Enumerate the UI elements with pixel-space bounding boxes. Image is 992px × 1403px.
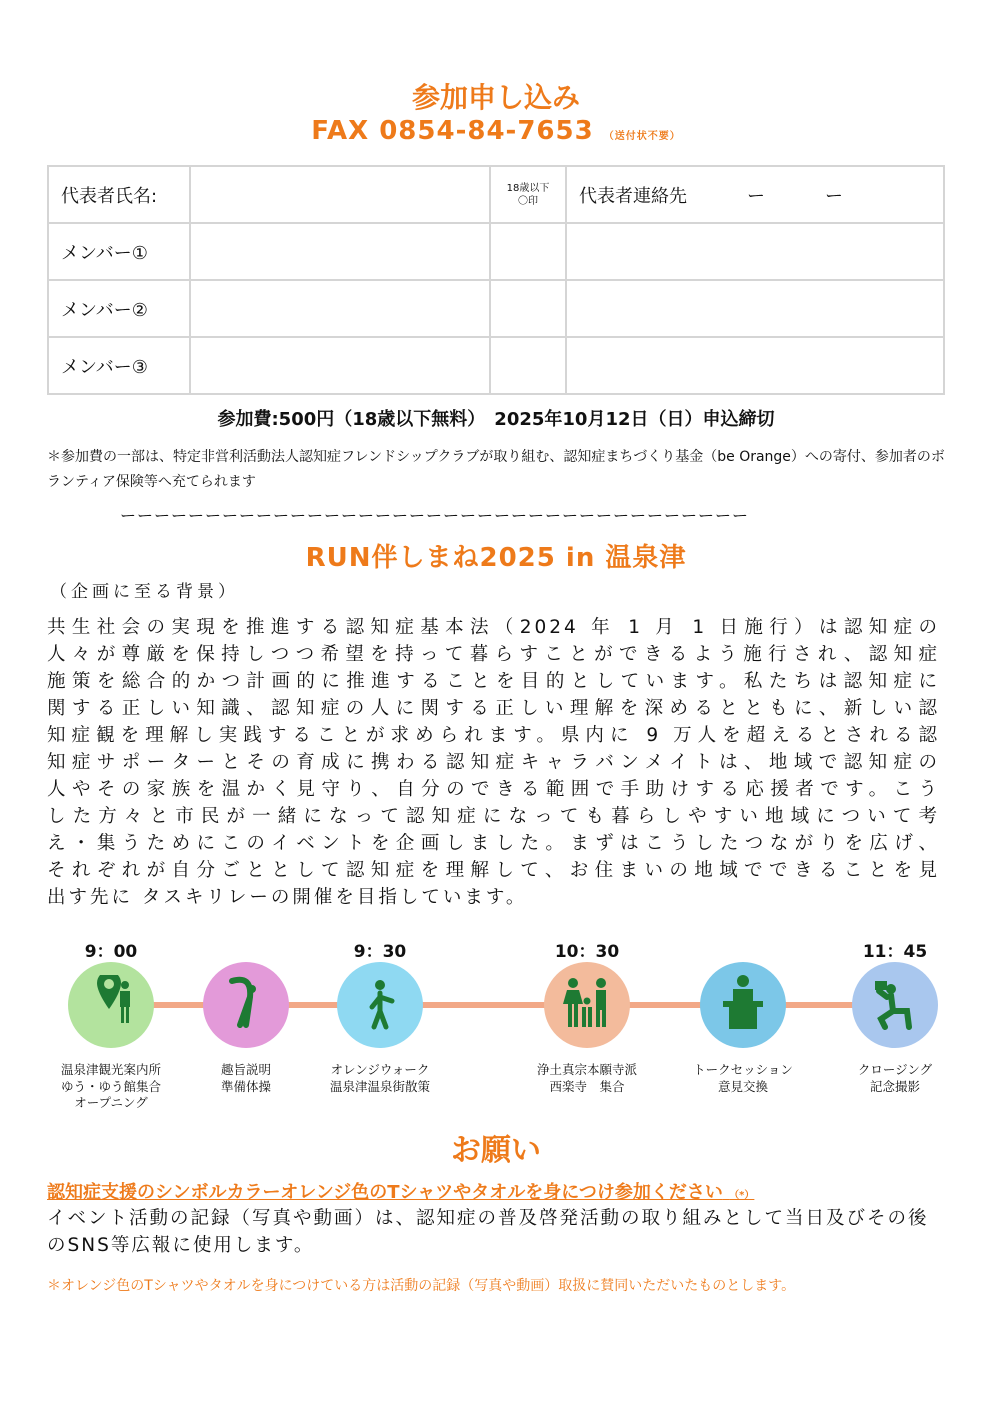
body-line: 知症観を理解し実践することが求められます。県内に 9 万人を超えるとされる認: [47, 725, 940, 746]
table-row: [48, 166, 944, 223]
step-time: 10：30: [554, 942, 620, 962]
table-row: [48, 280, 944, 337]
body-line: 人々が尊厳を保持しつつ希望を持って暮らすことができるよう施行され、認知症: [47, 644, 940, 665]
body-line: え・集うためにこのイベントを企画しました。まずはこうしたつながりを広げ、: [47, 833, 940, 854]
timeline-step: [512, 937, 662, 1095]
timeline-step: [36, 937, 186, 1112]
body-line: 知症サポーターとその育成に携わる認知症キャラバンメイトは、地域で認知症の: [47, 752, 940, 773]
request-line-text: 認知症支援のシンボルカラーオレンジ色のTシャツやタオルを身につけ参加ください: [47, 1182, 723, 1203]
timeline-step: [305, 937, 455, 1095]
member-label: メンバー③: [48, 337, 190, 394]
request-body: イベント活動の記録（写真や動画）は、認知症の普及啓発活動の取り組みとして当日及びその後のSNS等広報に使用します。: [47, 1208, 929, 1256]
member-name-field[interactable]: [190, 337, 490, 394]
member-contact-field[interactable]: [566, 223, 944, 280]
step-time: [171, 937, 321, 959]
body-line: それぞれが自分ごととして認知症を理解して、お住まいの地域でできることを見: [47, 860, 940, 881]
step-time: 9：00: [84, 942, 138, 962]
fee-note: ＊参加費の一部は、特定非営利活動法人認知症フレンドシップクラブが取り組む、認知症まちづくり基金（be Orange）への寄付、参加者のボランティア保険等へ充てられます: [47, 449, 945, 490]
step-label: 温泉津観光案内所 ゆう・ゆう館集合 オープニング: [60, 1062, 161, 1110]
timeline-step: [171, 937, 321, 1095]
step-time: 9：30: [353, 942, 407, 962]
application-form-table: [47, 165, 945, 395]
age-check-header: [490, 166, 566, 223]
background-heading: （企画に至る背景）: [50, 582, 239, 602]
body-line: した方々と市民が一緒になって認知症になっても暮らしやすい地域について考: [47, 806, 940, 827]
member-age-field[interactable]: [490, 337, 566, 394]
table-row: [48, 223, 944, 280]
member-contact-field[interactable]: [566, 280, 944, 337]
member-contact-field[interactable]: [566, 337, 944, 394]
member-label: メンバー②: [48, 280, 190, 337]
walking-icon: [337, 962, 423, 1048]
map-pin-person-icon: [68, 962, 154, 1048]
member-label: メンバー①: [48, 223, 190, 280]
request-heading: お願い: [451, 1133, 541, 1168]
age-mark-label: 〇印: [518, 195, 538, 207]
timeline-step: [820, 937, 970, 1095]
step-label: 浄土真宗本願寺派 西楽寺 集合: [536, 1062, 637, 1094]
dash: ー: [747, 185, 765, 207]
member-name-field[interactable]: [190, 223, 490, 280]
request-mark: （*）: [729, 1190, 755, 1201]
fax-text: FAX 0854-84-7653: [311, 116, 594, 146]
rep-name-label: 代表者氏名:: [48, 166, 190, 223]
event-title: RUN伴しまね2025 in 温泉津: [305, 543, 687, 573]
body-line: 出す先に タスキリレーの開催を目指しています。: [47, 887, 528, 908]
photographer-icon: [852, 962, 938, 1048]
contact-field[interactable]: [566, 166, 944, 223]
table-row: [48, 337, 944, 394]
rep-name-field[interactable]: [190, 166, 490, 223]
separator: ーーーーーーーーーーーーーーーーーーーーーーーーーーーーーーーーーーーーー: [120, 506, 750, 525]
step-label: トークセッション 意見交換: [693, 1062, 793, 1094]
fee-deadline: 参加費:500円（18歳以下無料） 2025年10月12日（日）申込締切: [217, 409, 775, 430]
fax-note: （送付状不要）: [603, 131, 681, 142]
timeline-step: [668, 937, 818, 1095]
family-icon: [544, 962, 630, 1048]
request-line: [47, 1178, 754, 1204]
background-body: [47, 614, 940, 911]
age-label: 18歳以下: [506, 182, 550, 194]
step-label: オレンジウォーク 温泉津温泉街散策: [329, 1062, 430, 1094]
form-title: 参加申し込み: [411, 81, 580, 114]
body-line: 関する正しい知識、認知症の人に関する正しい理解を深めるとともに、新しい認: [47, 698, 940, 719]
dash: ー: [825, 185, 843, 207]
podium-speaker-icon: [700, 962, 786, 1048]
body-line: 施策を総合的かつ計画的に推進することを目的としています。私たちは認知症に: [47, 671, 940, 692]
member-name-field[interactable]: [190, 280, 490, 337]
member-age-field[interactable]: [490, 223, 566, 280]
fax-number: [0, 116, 992, 146]
request-note: ＊オレンジ色のTシャツやタオルを身につけている方は活動の記録（写真や動画）取扱に賛同いただいたものとします。: [47, 1278, 796, 1294]
step-time: [668, 937, 818, 959]
contact-label: 代表者連絡先: [579, 185, 687, 207]
member-age-field[interactable]: [490, 280, 566, 337]
body-line: 人やその家族を温かく見守り、自分のできる範囲で手助けする応援者です。こう: [47, 779, 940, 800]
step-label: クロージング 記念撮影: [857, 1062, 933, 1094]
step-label: 趣旨説明 準備体操: [220, 1062, 271, 1094]
body-line: 共生社会の実現を推進する認知症基本法（2024 年 1 月 1 日施行）は認知症の: [47, 617, 940, 638]
step-time: 11：45: [862, 942, 928, 962]
stretching-icon: [203, 962, 289, 1048]
